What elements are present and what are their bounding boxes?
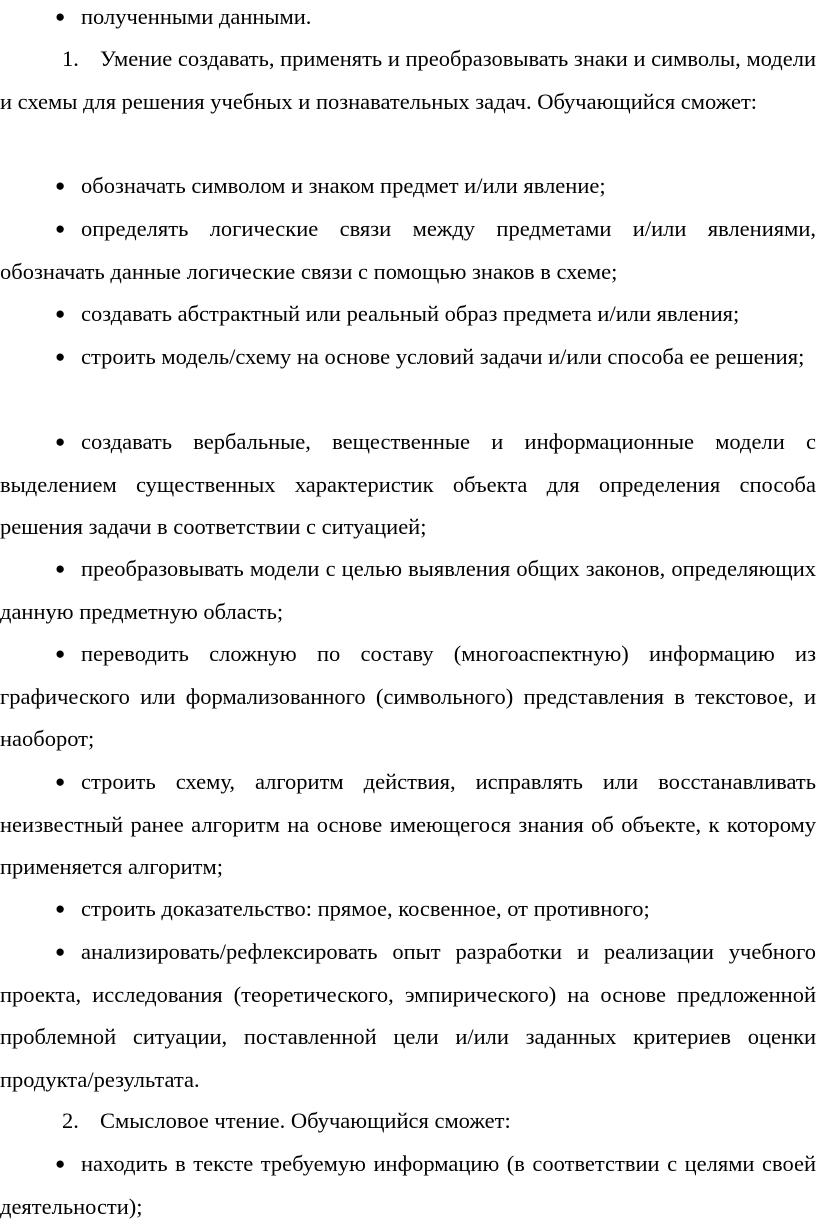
list-item [0, 208, 816, 293]
list-item [0, 761, 816, 889]
bullet-icon: ● [55, 7, 66, 26]
bullet-icon: ● [55, 1154, 66, 1173]
list-item-text: преобразовывать модели с целью выявления общих законов, определяющих данную предметную область; [0, 556, 816, 624]
bullet-icon: ● [55, 176, 66, 195]
list-item-text: находить в тексте требуемую информацию (в соответствии с целями своей деятельности); [0, 1151, 816, 1219]
numbered-item [0, 1100, 816, 1143]
bullet-icon: ● [55, 347, 66, 366]
bullet-icon: ● [55, 304, 66, 323]
list-item-text: создавать вербальные, вещественные и информационные модели с выделением существенных характеристик объекта для определения способа решения задачи в соответствии с ситуацией; [0, 429, 816, 539]
list-item [0, 293, 816, 336]
list-item-text: переводить сложную по составу (многоаспектную) информацию из графического или формализованного (символьного) представления в текстовое, и наоборот; [0, 641, 816, 751]
list-item-text: определять логические связи между предметами и/или явлениями, обозначать данные логические связи с помощью знаков в схеме; [0, 216, 816, 284]
item-number: 1. [62, 46, 79, 71]
numbered-item-text: Смысловое чтение. Обучающийся сможет: [100, 1108, 511, 1133]
bullet-icon: ● [55, 772, 66, 791]
list-item [0, 421, 816, 549]
bullet-icon: ● [55, 559, 66, 578]
item-number: 2. [62, 1108, 79, 1133]
list-item [0, 0, 816, 39]
numbered-item-text: Умение создавать, применять и преобразовывать знаки и символы, модели и схемы для решения учебных и познавательных задач. Обучающийся сможет: [0, 46, 816, 114]
list-item [0, 633, 816, 761]
bullet-icon: ● [55, 942, 66, 961]
list-item [0, 888, 816, 931]
list-item-text: строить доказательство: прямое, косвенное, от противного; [81, 896, 650, 921]
numbered-item [0, 38, 816, 123]
bullet-icon: ● [55, 899, 66, 918]
list-item-text: строить схему, алгоритм действия, исправлять или восстанавливать неизвестный ранее алгоритм на основе имеющегося знания об объекте, к которому применяется алгоритм; [0, 769, 816, 879]
list-item-text: анализировать/рефлексировать опыт разработки и реализации учебного проекта, исследования (теоретического, эмпирического) на основе предложенной проблемной ситуации, поставленной цели и/или заданных критериев оценки продукта/результата. [0, 939, 816, 1092]
list-item [0, 165, 816, 208]
bullet-icon: ● [55, 644, 66, 663]
list-item [0, 336, 816, 379]
bullet-icon: ● [55, 432, 66, 451]
bullet-icon: ● [55, 219, 66, 238]
list-item [0, 931, 816, 1101]
list-item-text: обозначать символом и знаком предмет и/или явление; [81, 173, 606, 198]
list-item [0, 1143, 816, 1228]
list-item-text: строить модель/схему на основе условий задачи и/или способа ее решения; [81, 344, 805, 369]
list-item-text: создавать абстрактный или реальный образ предмета и/или явления; [81, 301, 740, 326]
list-item-text: полученными данными. [81, 4, 312, 29]
list-item [0, 548, 816, 633]
